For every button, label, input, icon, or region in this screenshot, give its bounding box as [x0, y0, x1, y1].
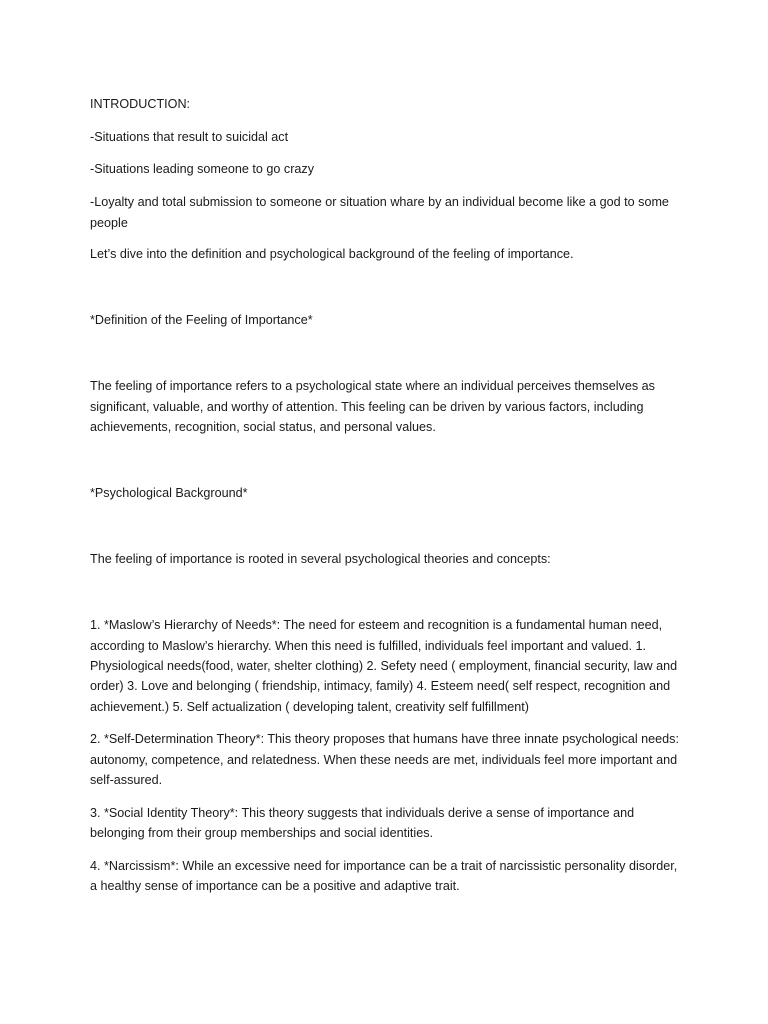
intro-point: -Situations that result to suicidal act	[90, 129, 289, 144]
background-intro: The feeling of importance is rooted in several psychological theories and concepts:	[90, 552, 551, 567]
document-body	[90, 94, 685, 897]
intro-point: -Loyalty and total submission to someone or situation whare by an individual become like a god to some people	[90, 195, 669, 230]
theory-self-determination: 2. *Self-Determination Theory*: This theory proposes that humans have three innate psychological needs: autonomy, competence, and relatedness. When these needs are met, individuals feel more important and self-assured.	[90, 732, 679, 788]
definition-paragraph: The feeling of importance refers to a psychological state where an individual perceives themselves as significant, valuable, and worthy of attention. This feeling can be driven by various factors, including achievements, recognition, social status, and personal values.	[90, 379, 655, 435]
intro-heading: INTRODUCTION:	[90, 97, 191, 111]
theory-social-identity: 3. *Social Identity Theory*: This theory suggests that individuals derive a sense of importance and belonging from their group memberships and social identities.	[90, 805, 635, 841]
theory-maslow: 1. *Maslow’s Hierarchy of Needs*: The need for esteem and recognition is a fundamental human need, according to Maslow’s hierarchy. When this need is fulfilled, individuals feel important and valued. 1. Physiological needs(food, water, shelter clothing) 2. Sefety need ( employment, financial security, law and order) 3. Love and belonging ( friendship, intimacy, family) 4. Esteem need( self respect, recognition and achievement.) 5. Self actualization ( developing talent, creativity self fulfillment)	[90, 618, 678, 714]
theory-narcissism: 4. *Narcissism*: While an excessive need for importance can be a trait of narcissistic personality disorder, a healthy sense of importance can be a positive and adaptive trait.	[90, 859, 678, 894]
intro-lead: Let’s dive into the definition and psychological background of the feeling of importance.	[90, 247, 574, 262]
definition-heading: *Definition of the Feeling of Importance*	[90, 313, 313, 328]
intro-point: -Situations leading someone to go crazy	[90, 162, 315, 177]
background-heading: *Psychological Background*	[90, 486, 248, 501]
